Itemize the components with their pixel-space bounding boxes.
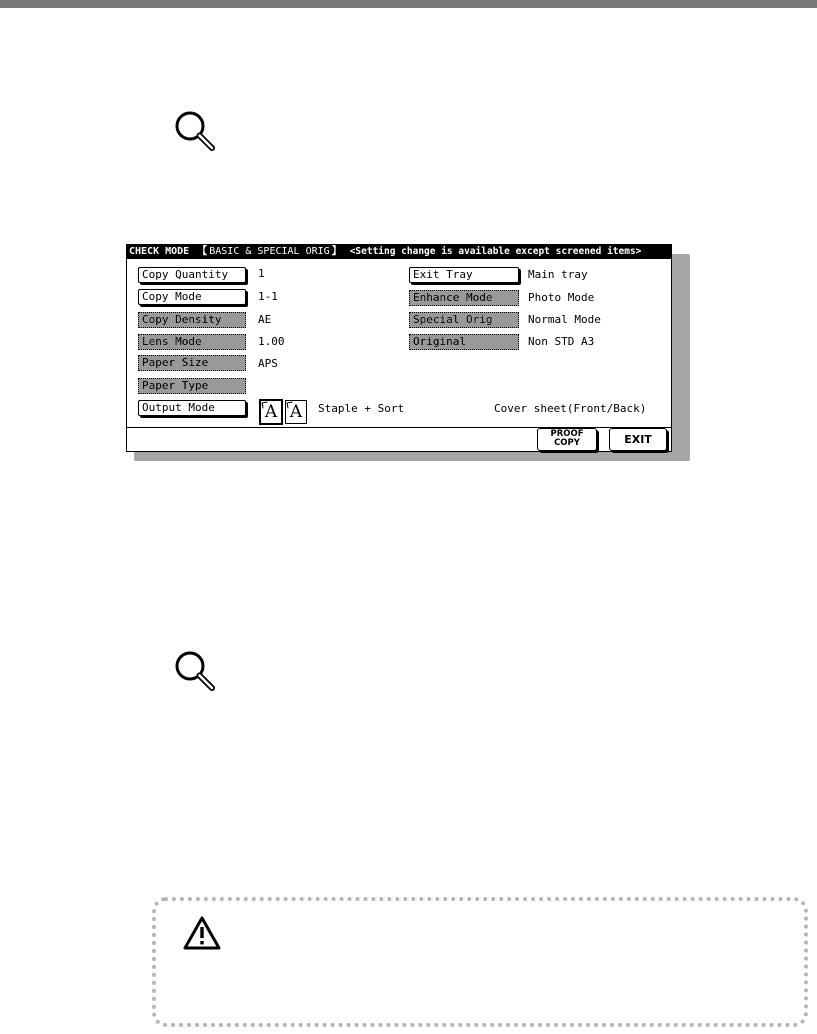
output-mode-value: Staple + Sort — [318, 402, 405, 415]
copy-quantity-value: 1 — [258, 267, 265, 280]
original-button: Original — [409, 334, 519, 350]
magnifier-icon — [172, 108, 218, 154]
enhance-mode-value: Photo Mode — [528, 291, 595, 304]
warning-icon — [182, 915, 222, 951]
copy-quantity-button[interactable]: Copy Quantity — [138, 267, 246, 283]
panel-header — [127, 245, 671, 259]
copy-density-value: AE — [258, 313, 272, 326]
special-orig-button: Special Orig — [409, 312, 519, 328]
output-orientation-icon — [259, 399, 283, 425]
paper-size-button: Paper Size — [138, 355, 246, 371]
lens-mode-value: 1.00 — [258, 335, 285, 348]
original-value: Non STD A3 — [528, 335, 595, 348]
header-mode: BASIC & SPECIAL ORIG — [209, 246, 330, 257]
copy-mode-button[interactable]: Copy Mode — [138, 289, 246, 305]
lens-mode-button: Lens Mode — [138, 334, 246, 350]
top-rule — [0, 0, 817, 8]
exit-tray-button[interactable]: Exit Tray — [409, 267, 519, 283]
output-orientation-glyph: A — [264, 402, 278, 422]
magnifier-icon — [172, 648, 218, 694]
check-mode-panel — [126, 244, 672, 452]
exit-button[interactable]: EXIT — [609, 428, 667, 451]
special-orig-value: Normal Mode — [528, 313, 601, 326]
header-bracket-close: 】 — [331, 246, 342, 257]
header-bracket-open: 【 — [197, 246, 208, 257]
paper-size-value: APS — [258, 357, 278, 370]
copy-mode-value: 1-1 — [258, 290, 278, 303]
header-title: CHECK MODE — [129, 246, 190, 257]
copy-density-button: Copy Density — [138, 312, 246, 328]
caution-box — [152, 897, 808, 1027]
output-orientation-glyph: A — [289, 402, 303, 422]
proof-copy-label-line1: PROOF — [550, 429, 584, 439]
proof-copy-label-line2: COPY — [554, 438, 580, 448]
check-mode-screen — [126, 244, 672, 453]
proof-copy-button[interactable] — [537, 428, 597, 451]
header-note: <Setting change is available except screened items> — [349, 246, 642, 257]
cover-sheet-value: Cover sheet(Front/Back) — [494, 402, 647, 415]
enhance-mode-button: Enhance Mode — [409, 290, 519, 306]
paper-type-button: Paper Type — [138, 378, 246, 394]
exit-tray-value: Main tray — [528, 268, 588, 281]
output-orientation-icon — [285, 400, 307, 424]
output-mode-button[interactable]: Output Mode — [138, 400, 246, 416]
